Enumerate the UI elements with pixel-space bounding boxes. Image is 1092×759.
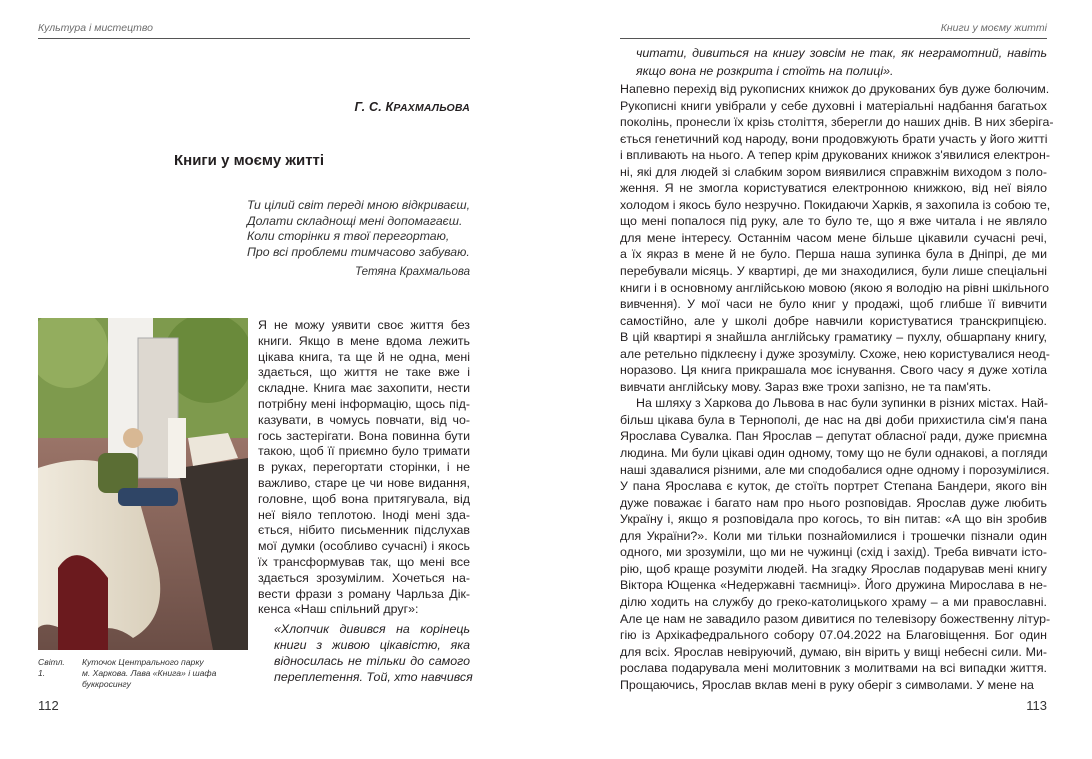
running-head-left: Культура і мистецтво bbox=[38, 22, 153, 34]
text-line: що мені попалося під руку, але то було те, що я вже читала і не являло bbox=[620, 214, 1047, 229]
epigraph-author: Тетяна Крахмальова bbox=[355, 266, 470, 278]
text-line: ється генетичний код народу, вони продовжують брати участь у його житті bbox=[620, 131, 1048, 146]
text-line: ні, які для людей зі слабким зором виявилися справжнім виходом з поло- bbox=[620, 164, 1047, 179]
text-line: холодом і якось було незручно. Покидаючи Харків, я захопила із собою те, bbox=[620, 197, 1051, 212]
text-line: в руках, перегортати сторінки, і не bbox=[258, 460, 470, 475]
text-line: їх трансформував так, що мені все bbox=[258, 554, 470, 569]
header-rule bbox=[620, 38, 1047, 39]
text-line: для України?». Коли ми тільки познайомилися і трошечки пізнали один bbox=[620, 528, 1047, 543]
text-line: людина. Ми були цікаві один одному, тому що не були однакові, а погляди bbox=[620, 446, 1048, 461]
text-line: неї віяло теплотою. Іноді мені зда- bbox=[258, 507, 470, 522]
paragraph bbox=[620, 81, 1054, 395]
text-line: ділю ходить на службу до греко-католицького храму – а ми православні. bbox=[620, 594, 1047, 609]
article-title: Книги у моєму житті bbox=[174, 152, 325, 169]
text-line: здається, що життя не таке вже і bbox=[258, 365, 470, 380]
paragraph bbox=[258, 318, 470, 618]
text-line: наші здавалися різними, але ми сподобалися одне одному і порозумілися. bbox=[620, 462, 1050, 477]
text-line: важливо, старе це чи нове видання, bbox=[258, 475, 470, 490]
text-line: здається зрозумілим. Хочеться на- bbox=[258, 570, 470, 585]
left-body-text bbox=[258, 318, 473, 685]
article-author bbox=[355, 100, 470, 114]
epigraph-line: Про всі проблеми тимчасово забуваю. bbox=[246, 244, 470, 259]
text-line: вивчення). У мої часи не було книг у продажі, щоб глибше її вивчити bbox=[620, 297, 1047, 312]
text-line: казувати, в чомусь повчати, від чо- bbox=[258, 412, 470, 427]
caption-line: Куточок Центрального парку bbox=[82, 657, 204, 667]
text-line: відносилась не тільки до самого bbox=[274, 653, 470, 668]
text-line: мої думки (особливо сучасні) і якось bbox=[258, 539, 470, 554]
page-number-left: 112 bbox=[38, 698, 59, 713]
text-line: головне, щоб вона притягувала, від bbox=[258, 491, 470, 506]
text-line: гось застерігати. Вона повинна бути bbox=[258, 428, 470, 443]
text-line: ється, нібито письменник підслухав bbox=[258, 523, 470, 538]
text-line: одного, ми зрозуміли, що ми не чужинці (схід і захід). Треба вивчати істо- bbox=[620, 545, 1047, 560]
text-line: такою, щоб її приємно було тримати bbox=[258, 444, 470, 459]
quote-paragraph bbox=[258, 622, 473, 685]
text-line: Ярослава Сувалка. Пан Ярослав – депутат обласної ради, дуже приємна bbox=[620, 429, 1047, 444]
text-line: Україну і, якщо я розповідала про когось, то він питав: «А що він зробив bbox=[620, 512, 1047, 527]
caption-line: буккросингу bbox=[82, 679, 131, 689]
epigraph-line: Коли сторінки я твої перегортаю, bbox=[246, 229, 450, 243]
figure-label: Світл. 1. bbox=[38, 657, 65, 678]
quote-continuation bbox=[636, 44, 1047, 80]
text-line: якщо вона не розкрита і стоїть на полиці». bbox=[636, 64, 894, 78]
text-line: для мене інтересу. Останнім часом мене більше цікавили сучасні речі, bbox=[620, 230, 1047, 245]
text-line: вести фрази з роману Чарльза Дік- bbox=[258, 586, 470, 601]
text-line: книги з живою цікавістю, яка bbox=[274, 637, 470, 652]
text-line: На шляху з Харкова до Львова в нас були зупинки в різних містах. Най- bbox=[636, 396, 1048, 411]
text-line: Прощаючись, Ярослав вклав мені в руку оберіг з символами. У мене на bbox=[620, 677, 1034, 692]
author-surname-rest: РАХМАЛЬОВА bbox=[393, 102, 470, 114]
text-line: ження. Я не змогла користуватися електронною книжкою, від неї віяло bbox=[620, 181, 1047, 196]
text-line: для всіх. Ярослав невіруючий, думаю, він вірить у вищі небесні сили. Ми- bbox=[620, 644, 1047, 659]
text-line: але ретельно підклеєну і дуже зрозумілу. Схоже, нею користувалися неод- bbox=[620, 346, 1050, 361]
text-line: рослава подарувала мені молитовник з молитвами на всі випадки життя. bbox=[620, 661, 1047, 676]
photo-illustration bbox=[38, 318, 248, 650]
header-rule bbox=[38, 38, 470, 39]
text-line: поколінь, пронесли їх крізь століття, зберегли до наших днів. В них зберіга- bbox=[620, 115, 1054, 130]
text-line: «Хлопчик дивився на корінець bbox=[274, 622, 470, 637]
text-line: і впливають на нього. А тепер крім друкованих книжок з'явилися електрон- bbox=[620, 148, 1050, 163]
text-line: книги. Якщо в мене вдома лежить bbox=[258, 333, 470, 348]
caption-line: м. Харкова. Лава «Книга» і шафа bbox=[82, 668, 217, 678]
text-line: Але це нам не завадило разом дивитися по телевізору божественну літур- bbox=[620, 611, 1051, 626]
figure-caption-text bbox=[82, 657, 216, 690]
text-line: Віктора Ющенка «Недержавні таємниці». Його дружина Мирослава в не- bbox=[620, 578, 1047, 593]
right-body-text bbox=[620, 81, 1054, 693]
text-line: гію із Архікафедрального собору 07.04.2022 на Благовіщення. Бог один bbox=[620, 628, 1047, 643]
text-line: У пана Ярослава є куток, де стоїть портрет Степана Бандери, якого він bbox=[620, 479, 1047, 494]
text-line: кенса «Наш спільний друг»: bbox=[258, 602, 419, 617]
text-line: книги і в основному англійською мовою (якою я володію на рівні шкільного bbox=[620, 280, 1049, 295]
text-line: В цій квартирі я знайшла англійську граматику – пухлу, обшарпану книгу, bbox=[620, 330, 1047, 345]
page-number-right: 113 bbox=[1026, 698, 1047, 713]
text-line: потрібну мені інформацію, щось під- bbox=[258, 396, 470, 411]
text-line: переплетення. Той, хто навчився bbox=[274, 669, 473, 684]
text-line: Напевно перехід від рукописних книжок до друкованих був дуже болючим. bbox=[620, 82, 1050, 96]
text-line: Я не можу уявити своє життя без bbox=[258, 318, 470, 332]
text-line: вивчати англійську мову. Зараз вже трохи запізно, не та пам'ять. bbox=[620, 379, 992, 394]
photo-book-bench bbox=[38, 318, 248, 650]
author-initials: Г. С. К bbox=[354, 100, 394, 114]
text-line: Рукописні книги увібрали у себе духовні і матеріальні надбання багатьох bbox=[620, 98, 1047, 113]
text-line: норазово. Ця книга прикрашала моє існування. Свого часу я дуже хотіла bbox=[620, 363, 1047, 378]
text-line: більш цікава була в Тернополі, де нас на дві доби прихистила сім'я пана bbox=[620, 412, 1047, 427]
text-line: складне. Книга має захопити, нести bbox=[258, 381, 470, 396]
paragraph bbox=[620, 395, 1051, 693]
running-head-right: Книги у моєму житті bbox=[940, 22, 1047, 34]
text-line: дуже поважає і багато нам про нього розповідав. Ярослав дуже любить bbox=[620, 495, 1047, 510]
text-line: цікава книга, та ще й не одна, мені bbox=[258, 349, 470, 364]
epigraph bbox=[247, 198, 470, 260]
epigraph-line: Долати складнощі мені допомагаєш. bbox=[246, 213, 463, 228]
epigraph-line: Ти цілий світ переді мною відкриваєш, bbox=[246, 198, 470, 212]
text-line: читати, дивиться на книгу зовсім не так, як неграмотний, навіть bbox=[636, 46, 1047, 60]
text-line: а їх якраз в мене й не було. Перша наша зупинка була в Дніпрі, де ми bbox=[620, 247, 1047, 262]
text-line: рію, щоб краще розуміти людей. На згадку Ярослав подарував мені книгу bbox=[620, 561, 1047, 576]
text-line: перебували місяць. У квартирі, де ми знаходилися, були лише спеціальні bbox=[620, 264, 1047, 279]
text-line: самостійно, але у школі добре навчили користуватися транскрипцією. bbox=[620, 313, 1047, 328]
